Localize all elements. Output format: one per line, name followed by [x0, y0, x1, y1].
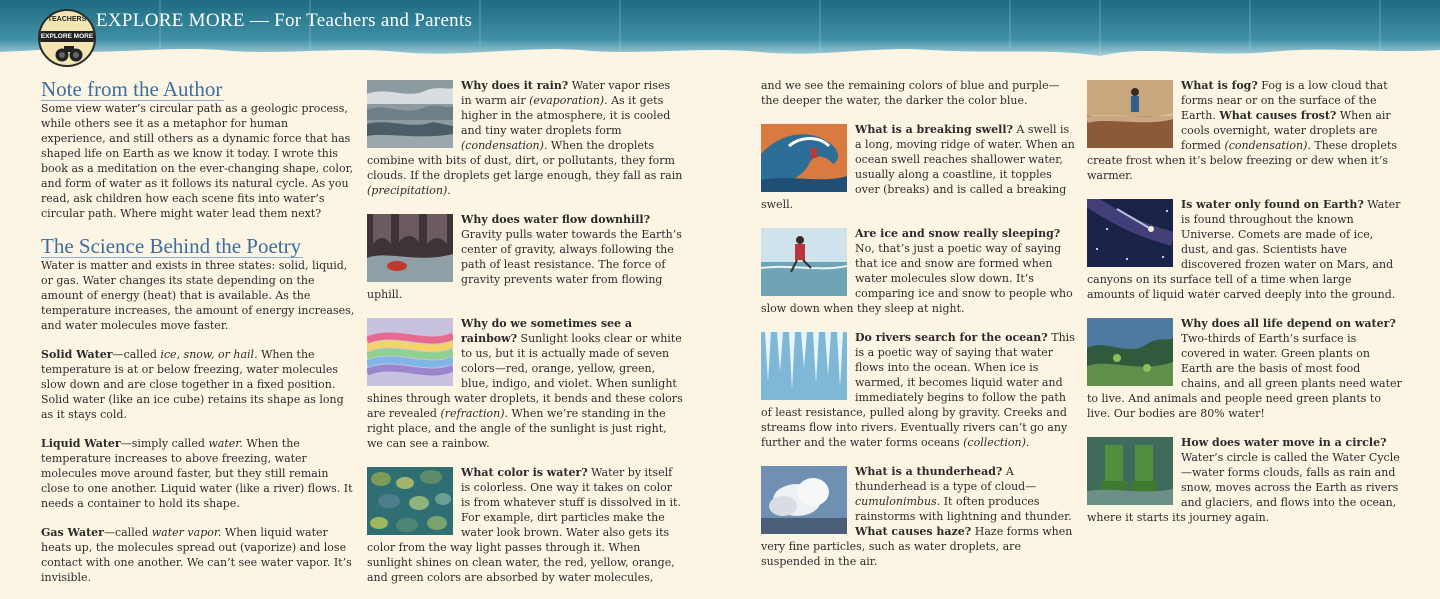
thunder-section: [761, 464, 1075, 569]
liquid-water-text: Liquid Water—simply called water. When the temperature increases to above freezing, water molecules move around faster, but they still remain close to one another. Liquid water (like a river) flows. It needs a container to hold its shape.: [41, 437, 353, 510]
breaking-wave-illustration: [761, 124, 847, 192]
column-3: [761, 78, 1075, 583]
life-text: Why does all life depend on water? Two-thirds of Earth’s surface is covered in water. Green plants on Earth are the basis of most food chains, and all green plants need water to live. And animals and people need green plants to live. Our bodies are 80% water!: [1087, 317, 1402, 420]
boots-in-water-illustration: [1087, 437, 1173, 505]
color-continued-text: and we see the remaining colors of blue and purple—the deeper the water, the darker the color blue.: [761, 79, 1060, 107]
green-plants-illustration: [1087, 318, 1173, 386]
rainbow-text: Why do we sometimes see a rainbow? Sunlight looks clear or white to us, but it is actually made of seven colors—red, orange, yellow, green, blue, indigo, and violet. When sunlight shines through water droplets, it bends and these colors are revealed (refraction). When we’re standing in the right place, and the angle of the sunlight is just right, we can see a rainbow.: [367, 317, 683, 450]
downhill-section: [367, 212, 684, 302]
swell-section: [761, 122, 1075, 212]
rivers-text: Do rivers search for the ocean? This is a poetic way of saying that water flows into the ocean. When ice is warmed, it becomes liquid water and immediately begins to follow the path of least resistance, pulled along by gravity. Creeks and streams flow into rivers. Eventually rivers can’t go any further and the water forms oceans (collection).: [761, 331, 1075, 449]
circle-section: [1087, 435, 1402, 525]
rainbow-illustration: [367, 318, 453, 386]
science-intro: Water is matter and exists in three states: solid, liquid, or gas. Water changes its state depending on the amount of energy (heat) that is available. As the temperature increases, the amount of energy increases, and water molecules move faster.: [41, 259, 355, 332]
life-section: [1087, 316, 1402, 421]
rain-text: Why does it rain? Water vapor rises in warm air (evaporation). As it gets higher in the atmosphere, it is cooled and tiny water droplets form (condensation). When the droplets combine with bits of dust, dirt, or pollutants, they form clouds. If the droplets get large enough, they fall as rain (precipitation).: [367, 79, 683, 197]
thunderhead-illustration: [761, 466, 847, 534]
color-section: [367, 465, 684, 585]
earth-text: Is water only found on Earth? Water is found throughout the known Universe. Comets are made of ice, dust, and gas. Scientists have discovered frozen water on Mars, and canyons on its surface tell of a time when large amounts of liquid water carved deeply into the ground.: [1087, 198, 1401, 301]
foggy-field-illustration: [1087, 80, 1173, 148]
fog-section: [1087, 78, 1402, 183]
thunder-text: What is a thunderhead? A thunderhead is a type of cloud—cumulonimbus. It often produces rainstorms with lightning and thunder. What causes haze? Haze forms when very fine particles, such as water droplets, are suspended in the air.: [761, 465, 1073, 568]
rivers-section: [761, 330, 1075, 450]
binoculars-icon: [54, 44, 84, 62]
icicles-illustration: [761, 332, 847, 400]
pebbles-water-illustration: [367, 467, 453, 535]
badge-explore-text: EXPLORE MORE: [40, 33, 94, 40]
author-text: Some view water’s circular path as a geologic process, while others see it as a metaphor for human experience, and still others as a dynamic force that has shaped life on Earth as we know it today. I wrote this book as a meditation on the ever-changing shape, color, and form of water as it follows its natural cycle. As you read, ask children how each scene fits into water’s circular path. Where might water lead them next?: [41, 102, 354, 220]
skater-ice-illustration: [761, 228, 847, 296]
swell-text: What is a breaking swell? A swell is a long, moving ridge of water. When an ocean swell reaches shallower water, usually along a coastline, it topples over (breaks) and is called a breaking swell.: [761, 123, 1075, 211]
column-2: [367, 78, 684, 599]
science-heading: The Science Behind the Poetry: [41, 234, 302, 258]
circle-text: How does water move in a circle? Water’s circle is called the Water Cycle—water forms clouds, falls as rain and snow, moves across the Earth as rivers and glaciers, and flows into the ocean, where it starts its journey again.: [1087, 436, 1400, 524]
header-title: EXPLORE MORE — For Teachers and Parents: [96, 10, 473, 31]
column-4: [1087, 78, 1402, 539]
fog-text: What is fog? Fog is a low cloud that forms near or on the surface of the Earth. What causes frost? When air cools overnight, water droplets are formed (condensation). These droplets create frost when it’s below freezing or dew when it’s warmer.: [1087, 79, 1398, 182]
color-text: What color is water? Water by itself is colorless. One way it takes on color is from whatever stuff is dissolved in it. For example, dirt particles make the water look brown. Water also gets its color from the way light passes through it. When sunlight shines on clean water, the red, yellow, orange, and green colors are absorbed by water molecules,: [367, 466, 681, 584]
gas-water-text: Gas Water—called water vapor. When liquid water heats up, the molecules spread out (vaporize) and lose contact with one another. We can’t see water vapor. It’s invisible.: [41, 526, 352, 584]
explore-more-badge: [38, 9, 96, 67]
comet-space-illustration: [1087, 199, 1173, 267]
raft-river-illustration: [367, 214, 453, 282]
author-heading: Note from the Author: [41, 77, 223, 101]
downhill-text: Why does water flow downhill? Gravity pulls water towards the Earth’s center of gravity, always following the path of least resistance. The force of gravity prevents water from flowing uphill.: [367, 213, 682, 301]
rain-section: [367, 78, 684, 198]
rain-clouds-illustration: [367, 80, 453, 148]
sleeping-section: [761, 226, 1075, 316]
column-1: [41, 78, 356, 585]
header-banner: [0, 0, 1440, 68]
earth-section: [1087, 197, 1402, 302]
solid-water-text: Solid Water—called ice, snow, or hail. When the temperature is at or below freezing, water molecules slow down and are close together in a fixed position. Solid water (like an ice cube) retains its shape as long as it stays cold.: [41, 348, 344, 421]
sleeping-text: Are ice and snow really sleeping? No, that’s just a poetic way of saying that ice and snow are formed when water molecules slow down. It’s comparing ice and snow to people who slow down when they sleep at night.: [761, 227, 1073, 315]
badge-teachers-text: TEACHERS: [47, 16, 87, 23]
rainbow-section: [367, 316, 684, 451]
